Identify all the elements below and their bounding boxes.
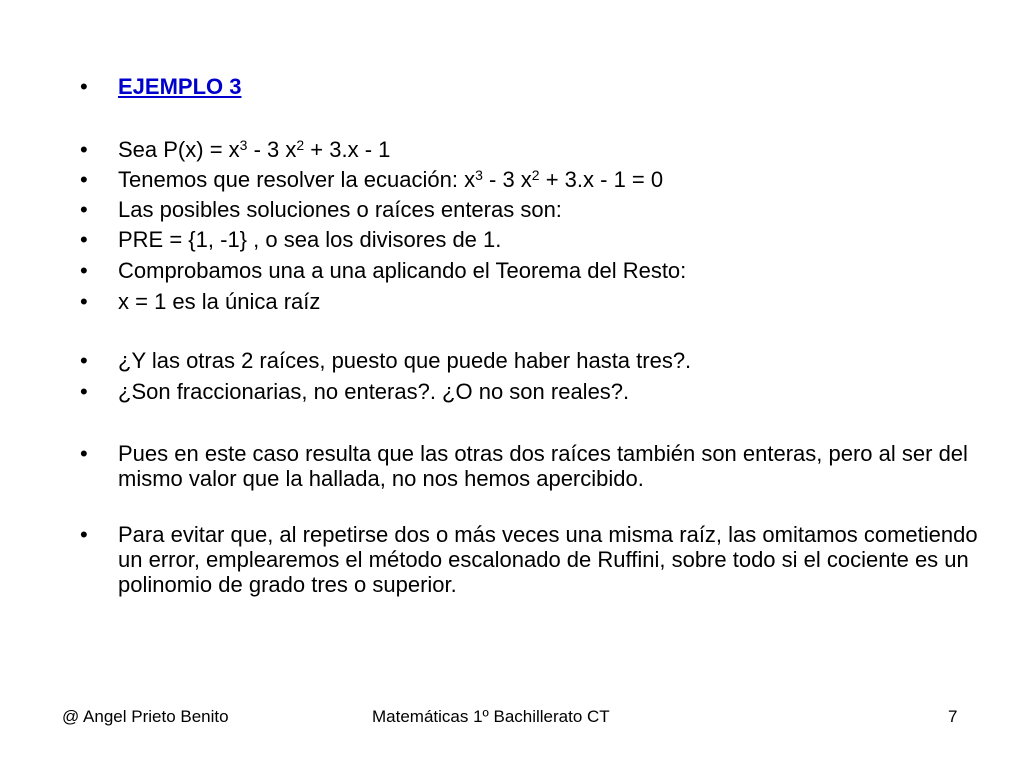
text-segment: Tenemos que resolver la ecuación: x [118,167,476,192]
text-segment: Sea P(x) = x [118,137,240,162]
bullet-item-only-root [80,289,980,314]
text-segment: - 3 x [482,167,532,192]
equation-statement [118,167,980,192]
footer-author: @ Angel Prieto Benito [62,707,229,726]
bullet-marker: • [80,137,88,162]
possible-roots-text: Las posibles soluciones o raíces enteras son: [118,197,562,222]
bullet-item-equation [80,167,980,192]
text-segment: + 3.x - 1 [304,137,391,162]
bullet-marker: • [80,379,88,404]
bullet-marker: • [80,74,88,99]
bullet-marker: • [80,348,88,373]
bullet-marker: • [80,289,88,314]
bullet-marker: • [80,197,88,222]
pre-set-text: PRE = {1, -1} , o sea los divisores de 1. [118,227,502,252]
explanation-text: Pues en este caso resulta que las otras dos raíces también son enteras, pero al ser del mismo valor que la hallada, no nos hemos apercibido. [118,441,968,491]
exponent: 2 [531,167,540,183]
other-roots-question: ¿Y las otras 2 raíces, puesto que puede haber hasta tres?. [118,348,692,373]
slide-title: EJEMPLO 3 [118,74,242,99]
fractional-question: ¿Son fraccionarias, no enteras?. ¿O no son reales?. [118,379,630,404]
exponent: 3 [239,137,248,153]
bullet-item-title [80,74,980,99]
bullet-item-fractional [80,379,980,404]
ruffini-text: Para evitar que, al repetirse dos o más veces una misma raíz, las omitamos cometiendo un error, emplearemos el método escalonado de Ruffini, sobre todo si el cociente es un polinomio de grado tres o superior. [118,522,978,597]
bullet-item-possible-roots [80,197,980,222]
check-text: Comprobamos una a una aplicando el Teorema del Resto: [118,258,687,283]
bullet-marker: • [80,167,88,192]
bullet-item-ruffini [80,522,980,597]
bullet-item-other-roots [80,348,980,373]
only-root-text: x = 1 es la única raíz [118,289,321,314]
bullet-marker: • [80,441,88,466]
bullet-item-check [80,258,980,283]
bullet-item-pre [80,227,980,252]
footer-course: Matemáticas 1º Bachillerato CT [372,707,610,726]
text-segment: + 3.x - 1 = 0 [539,167,664,192]
bullet-marker: • [80,258,88,283]
bullet-item-polynomial [80,137,980,162]
bullet-item-explanation [80,441,980,491]
footer-page-number: 7 [948,707,958,726]
text-segment: - 3 x [247,137,297,162]
exponent: 2 [296,137,305,153]
polynomial-definition [118,137,980,162]
bullet-marker: • [80,522,88,547]
bullet-marker: • [80,227,88,252]
exponent: 3 [475,167,483,183]
